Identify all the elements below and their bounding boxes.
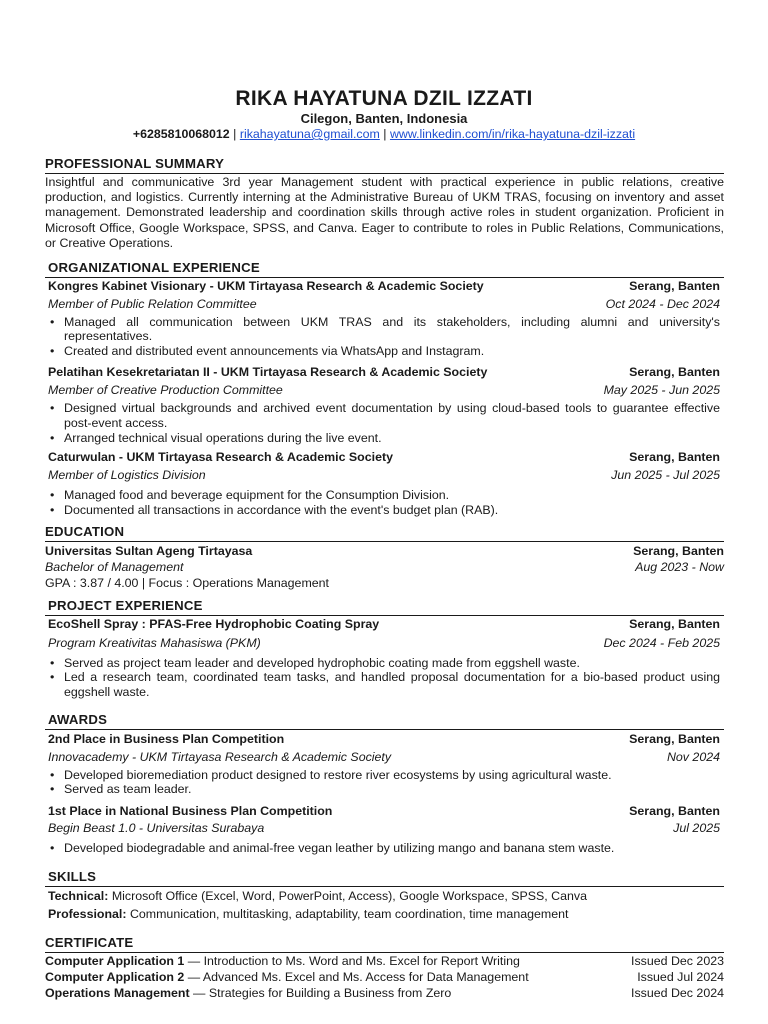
section-title: CERTIFICATE — [45, 935, 724, 953]
certificate-desc: Introduction to Ms. Word and Ms. Excel for Report Writing — [203, 953, 520, 968]
degree: Bachelor of Management — [45, 559, 184, 574]
bullet-item: • Designed virtual backgrounds and archived event documentation by using cloud-based tools to guarantee effective post-event access. — [48, 401, 720, 431]
entry-dates: Oct 2024 - Dec 2024 — [605, 296, 720, 311]
gpa-line: GPA : 3.87 / 4.00 | Focus : Operations Management — [45, 575, 329, 590]
award-location: Serang, Banten — [629, 804, 720, 819]
org-entry — [45, 450, 724, 519]
candidate-location: Cilegon, Banten, Indonesia — [300, 111, 468, 126]
award-org: Innovacademy - UKM Tirtayasa Research & Academic Society — [48, 749, 392, 764]
phone-number: +6285810068012 — [132, 127, 230, 141]
entry-dates: Jun 2025 - Jul 2025 — [611, 468, 720, 483]
certificate-row: Computer Application 2 — Advanced Ms. Excel and Ms. Access for Data Management Issued Jul 2024 — [45, 969, 724, 984]
entry-location: Serang, Banten — [629, 365, 720, 380]
skills-label: Technical: — [48, 888, 109, 903]
project-dates: Dec 2024 - Feb 2025 — [603, 635, 720, 650]
contact-line — [0, 127, 768, 142]
section-title: AWARDS — [45, 712, 724, 730]
bullet-item: • Developed biodegradable and animal-free vegan leather by utilizing mango and banana stem waste. — [48, 841, 720, 856]
award-location: Serang, Banten — [629, 731, 720, 746]
skills-label: Professional: — [48, 906, 127, 921]
entry-dates: May 2025 - Jun 2025 — [603, 383, 720, 398]
education-dates: Aug 2023 - Now — [635, 559, 724, 574]
certificate-section — [45, 935, 724, 1000]
award-heading: 1st Place in National Business Plan Competition — [48, 804, 333, 819]
summary-text: Insightful and communicative 3rd year Management student with practical experience in public relations, creative production, and logistics. Currently interning at the Administrative Bureau of UKM TRAS, focusing on inventory and asset management. Demonstrated leadership and coordination skills through active roles in student organization. Proficient in Microsoft Office, Google Workspace, SPSS, and Canva. Eager to contribute to roles in Public Relations, Communications, or Creative Operations. — [45, 174, 724, 251]
email-link[interactable]: rikahayatuna@gmail.com — [239, 127, 380, 141]
entry-heading: Pelatihan Kesekretariatan II - UKM Tirtayasa Research & Academic Society — [48, 365, 488, 380]
education-section — [45, 524, 724, 590]
project-heading: EcoShell Spray : PFAS-Free Hydrophobic Coating Spray — [48, 616, 380, 631]
skills-value: Communication, multitasking, adaptability, team coordination, time management — [129, 906, 569, 921]
summary-section — [45, 156, 724, 251]
bullet-item: • Documented all transactions in accordance with the event's budget plan (RAB). — [48, 503, 720, 518]
certificate-row: Computer Application 1 — Introduction to Ms. Word and Ms. Excel for Report Writing Issued Dec 2023 — [45, 953, 724, 968]
bullet-item: • Managed food and beverage equipment for the Consumption Division. — [48, 488, 720, 503]
certificate-row: Operations Management — Strategies for Building a Business from Zero Issued Dec 2024 — [45, 985, 724, 1000]
bullet-item: • Served as project team leader and developed hydrophobic coating made from eggshell waste. — [48, 656, 720, 671]
award-dates: Jul 2025 — [673, 821, 720, 836]
certificate-issued: Issued Jul 2024 — [637, 969, 724, 984]
award-dates: Nov 2024 — [666, 749, 720, 764]
section-title: PROFESSIONAL SUMMARY — [45, 156, 724, 174]
skills-technical — [45, 889, 724, 904]
award-heading: 2nd Place in Business Plan Competition — [48, 731, 285, 746]
awards-section — [45, 712, 724, 856]
candidate-name: RIKA HAYATUNA DZIL IZZATI — [235, 87, 533, 110]
org-experience-section — [45, 260, 724, 518]
org-entry — [45, 365, 724, 445]
entry-heading: Caturwulan - UKM Tirtayasa Research & Academic Society — [48, 449, 393, 464]
separator: | — [383, 127, 387, 141]
skills-professional — [45, 907, 724, 922]
certificate-issued: Issued Dec 2023 — [631, 953, 724, 968]
section-title: SKILLS — [45, 869, 724, 887]
bullet-item: • Arranged technical visual operations during the live event. — [48, 431, 720, 446]
bullet-item: • Led a research team, coordinated team tasks, and handled proposal documentation for a bio-based product using eggshell waste. — [48, 670, 720, 700]
project-section — [45, 598, 724, 700]
entry-location: Serang, Banten — [629, 278, 720, 293]
award-org: Begin Beast 1.0 - Universitas Surabaya — [48, 821, 265, 836]
certificate-desc: Strategies for Building a Business from Zero — [208, 985, 452, 1000]
bullet-item: • Developed bioremediation product designed to restore river ecosystems by using agricultural waste. — [48, 768, 720, 783]
entry-role: Member of Creative Production Committee — [48, 383, 283, 398]
award-entry — [45, 732, 724, 798]
entry-location: Serang, Banten — [629, 449, 720, 464]
certificate-name: Computer Application 1 — [45, 953, 185, 968]
certificate-name: Computer Application 2 — [45, 969, 185, 984]
skills-section — [45, 869, 724, 922]
separator: | — [233, 127, 237, 141]
bullet-item: • Served as team leader. — [48, 782, 720, 797]
project-location: Serang, Banten — [629, 616, 720, 631]
org-entry — [45, 279, 724, 359]
project-program: Program Kreativitas Mahasiswa (PKM) — [48, 635, 261, 650]
entry-role: Member of Logistics Division — [48, 468, 206, 483]
bullet-item: • Managed all communication between UKM TRAS and its stakeholders, including alumni and university's representatives. — [48, 315, 720, 345]
award-entry — [45, 804, 724, 856]
linkedin-link[interactable]: www.linkedin.com/in/rika-hayatuna-dzil-izzati — [389, 127, 636, 141]
section-title: EDUCATION — [45, 524, 724, 542]
section-title: PROJECT EXPERIENCE — [45, 598, 724, 616]
school-location: Serang, Banten — [633, 543, 724, 558]
certificate-name: Operations Management — [45, 985, 190, 1000]
certificate-desc: Advanced Ms. Excel and Ms. Access for Data Management — [202, 969, 529, 984]
entry-heading: Kongres Kabinet Visionary - UKM Tirtayasa Research & Academic Society — [48, 278, 484, 293]
bullet-item: • Created and distributed event announcements via WhatsApp and Instagram. — [48, 344, 720, 359]
certificate-issued: Issued Dec 2024 — [631, 985, 724, 1000]
entry-role: Member of Public Relation Committee — [48, 296, 257, 311]
skills-value: Microsoft Office (Excel, Word, PowerPoint, Access), Google Workspace, SPSS, Canva — [111, 888, 587, 903]
section-title: ORGANIZATIONAL EXPERIENCE — [45, 260, 724, 278]
school-name: Universitas Sultan Ageng Tirtayasa — [45, 543, 253, 558]
